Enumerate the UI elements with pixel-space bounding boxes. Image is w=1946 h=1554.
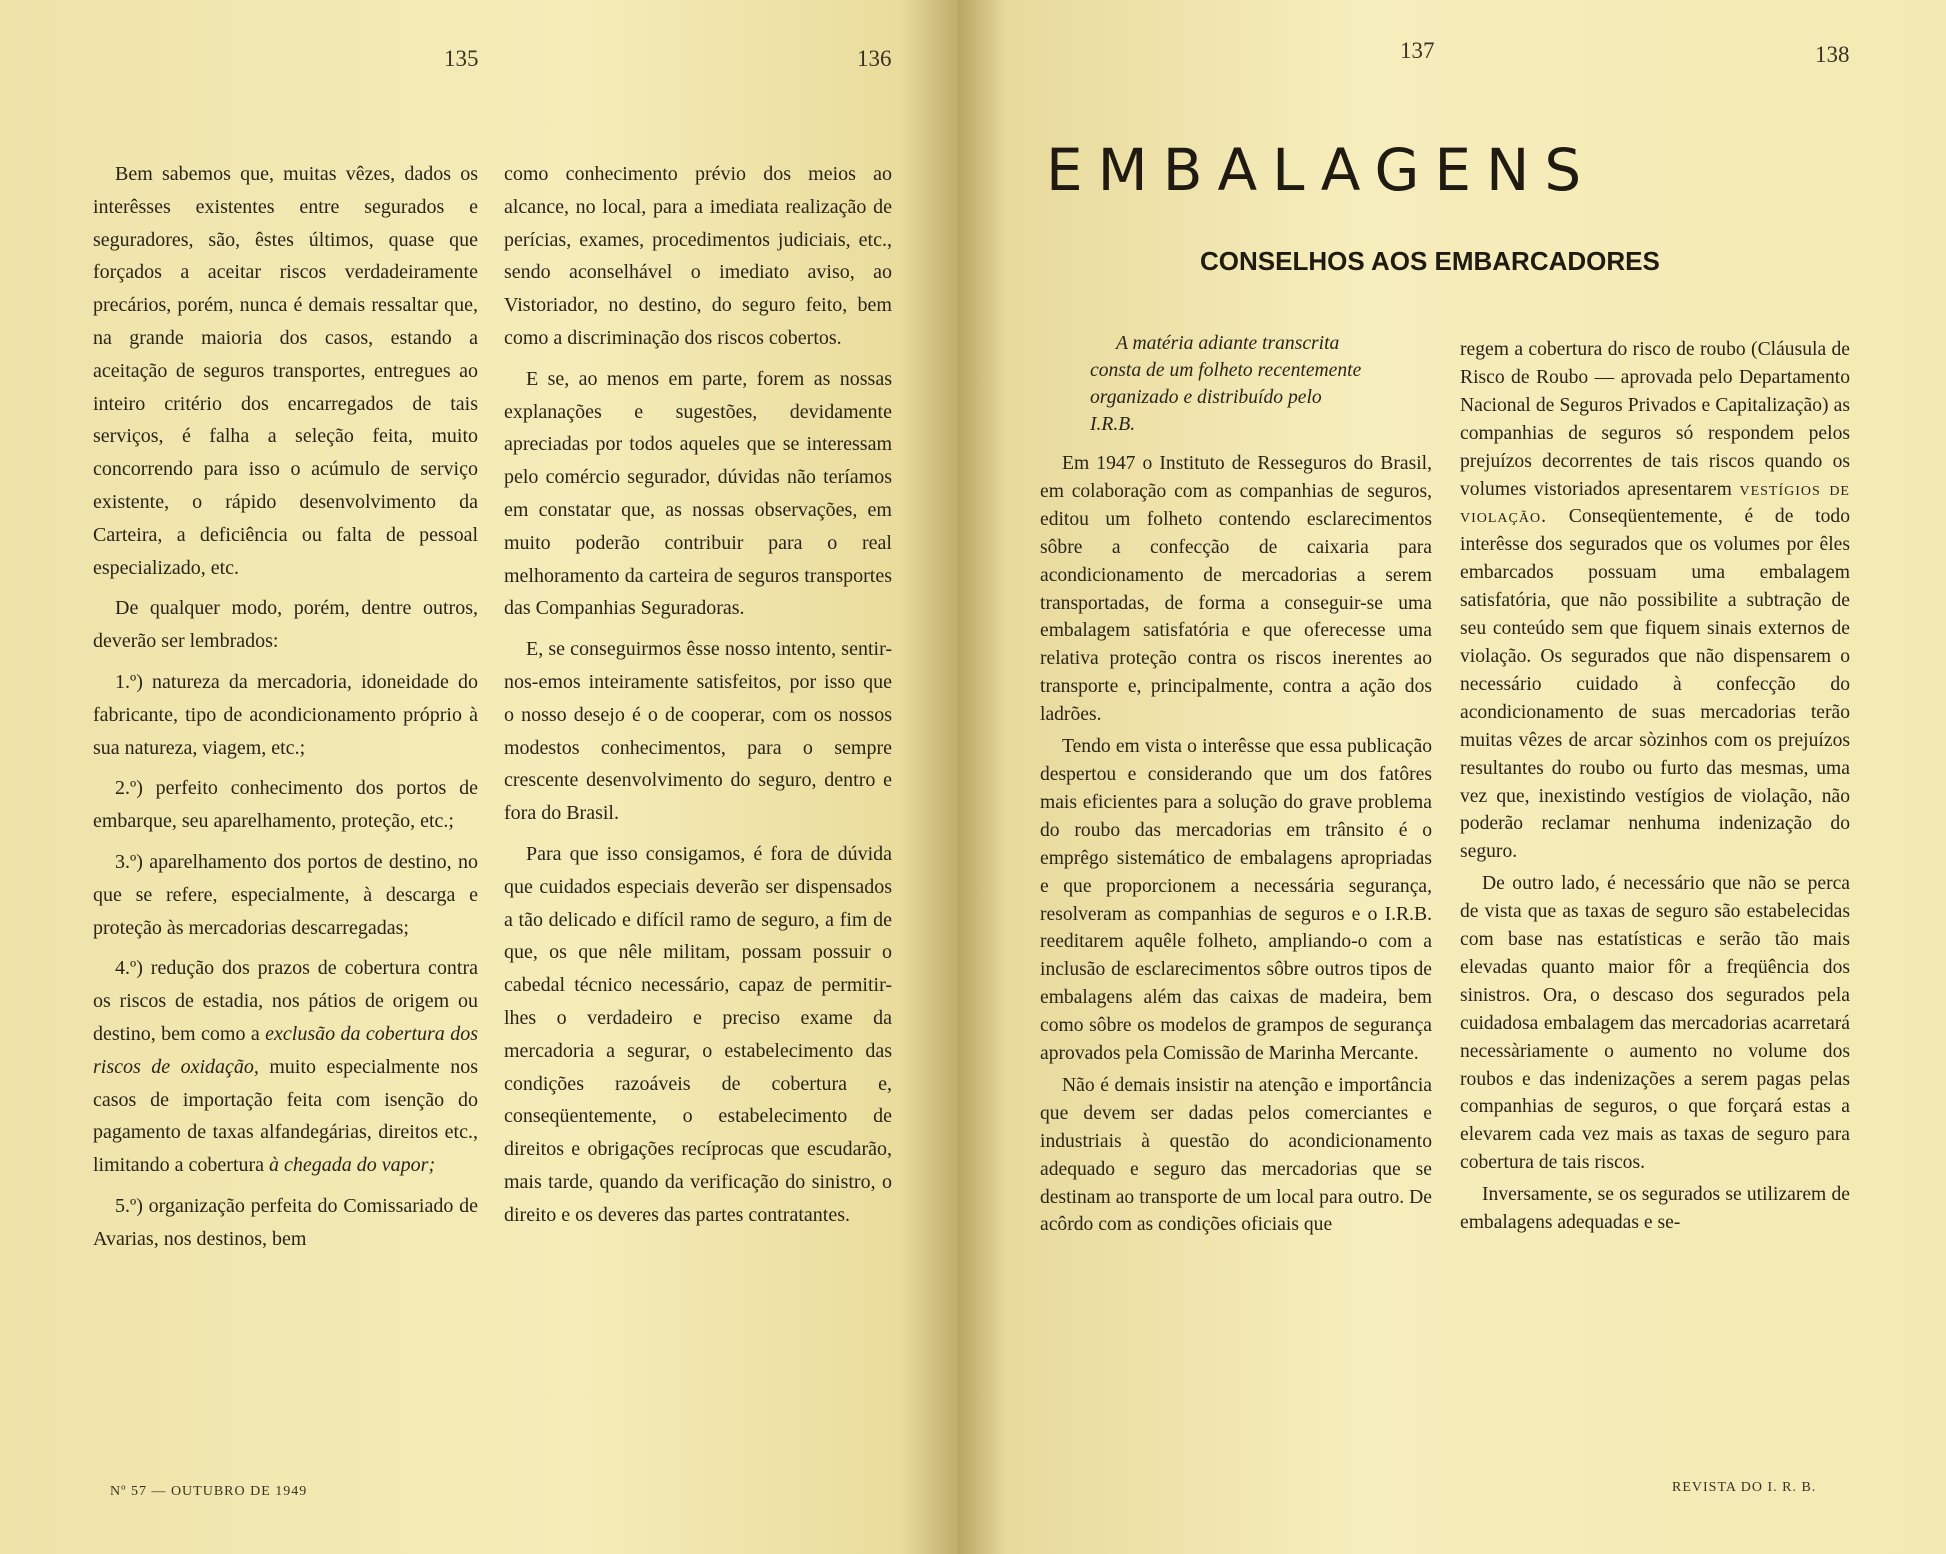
smallcaps-text: vestígios de violação. (1460, 478, 1850, 528)
article-title: EMBALAGENS (1046, 136, 1597, 204)
page-number-136: 136 (857, 46, 892, 71)
footer-journal: REVISTA DO I. R. B. (1672, 1480, 1817, 1495)
list-item: 5.º) organização perfeita do Comissariado de Avarias, nos destinos, bem (93, 1194, 478, 1250)
paragraph: como conhecimento prévio dos meios ao alcance, no local, para a imediata realização de perícias, exames, procedimentos judiciais, etc., sendo aconselhável o imediato aviso, ao Vistoriador, no destino, do seguro feito, bem como a discriminação dos riscos cobertos. (504, 163, 892, 349)
intro-line: A matéria adiante transcrita (1116, 333, 1340, 354)
right-column-1 (1040, 450, 1432, 1243)
paragraph: Tendo em vista o interêsse que essa publicação despertou e considerando que um dos fatôres mais eficientes para a solução do grave problema do roubo das mercadorias em trânsito é o emprêgo sistemático de embalagens apropriadas e que proporcionem a necessária segurança, resolveram as companhias de seguros e o I.R.B. reeditarem aquêle folheto, ampliando-o com a inclusão de esclarecimentos sôbre outros tipos de embalagens além das caixas de madeira, bem como sôbre os modelos de grampos de segurança aprovados pela Comissão de Marinha Mercante. (1040, 736, 1432, 1065)
footer-issue: Nº 57 — OUTUBRO DE 1949 (110, 1484, 308, 1499)
paragraph: Inversamente, se os segurados se utilizarem de embalagens adequadas e se- (1460, 1184, 1850, 1234)
intro-line: organizado e distribuído pelo (1090, 387, 1322, 408)
text: regem a cobertura do risco de roubo (Cláusula de Risco de Roubo — aprovada pelo Departamento Nacional de Seguros Privados e Capitalização) as companhias de seguros só respondem pelos prejuízos decorrentes de tais riscos quando os volumes vistoriados apresentarem (1460, 339, 1850, 500)
paragraph: Não é demais insistir na atenção e importância que devem ser dadas pelos comerciantes e industriais à questão do acondicionamento adequado e seguro das mercadorias que se destinam ao transporte de um local para outro. De acôrdo com as condições oficiais que (1040, 1074, 1432, 1236)
article-subtitle: CONSELHOS AOS EMBARCADORES (1200, 246, 1660, 276)
list-item: 2.º) perfeito conhecimento dos portos de embarque, seu aparelhamento, proteção, etc.; (93, 777, 478, 833)
intro-line: consta de um folheto recentemente (1090, 360, 1362, 381)
italic-text: à chegada do vapor; (269, 1154, 436, 1177)
italic-text: exclusão da cobertura dos riscos de oxidação, (93, 1022, 478, 1078)
left-column-2 (504, 158, 892, 1240)
intro-line: I.R.B. (1090, 414, 1136, 435)
paragraph: De qualquer modo, porém, dentre outros, deverão ser lembrados: (93, 597, 478, 653)
paragraph: De outro lado, é necessário que não se perca de vista que as taxas de seguro são estabelecidas com base nas estatísticas e serão tão mais elevadas quanto maior fôr a freqüência dos sinistros. Ora, o descaso dos segurados pela cuidadosa embalagem das mercadorias acarretará necessàriamente o aumento no volume dos roubos e das indenizações a serem pagas pelas companhias de seguros, o que forçará estas a elevarem cada vez mais as taxas de seguro para cobertura de tais riscos. (1460, 873, 1850, 1174)
list-item: 3.º) aparelhamento dos portos de destino, no que se refere, especialmente, à descarga e proteção às mercadorias descarregadas; (93, 850, 478, 939)
paragraph: Bem sabemos que, muitas vêzes, dados os interêsses existentes entre segurados e seguradores, são, êstes últimos, quase que forçados a aceitar riscos verdadeiramente precários, porém, nunca é demais ressaltar que, na grande maioria dos casos, estando a aceitação de seguros transportes, entregues ao inteiro critério dos encarregados de tais serviços, é falha a seleção feita, muito concorrendo para isso o acúmulo de serviço existente, o rápido desenvolvimento da Carteira, a deficiência ou falta de pessoal especializado, etc. (93, 163, 478, 579)
paragraph: E, se conseguirmos êsse nosso intento, sentir-nos-emos inteiramente satisfeitos, por isso que o nosso desejo é o de cooperar, com os nossos modestos conhecimentos, para o sempre crescente desenvolvimento do seguro, dentro e fora do Brasil. (504, 638, 892, 825)
right-column-2 (1460, 336, 1850, 1241)
left-column-1 (93, 158, 478, 1264)
page-number-135: 135 (444, 46, 479, 71)
paragraph (1460, 336, 1850, 866)
page-number-137: 137 (1400, 38, 1435, 63)
paragraph: E se, ao menos em parte, forem as nossas explanações e sugestões, devidamente apreciadas por todos aqueles que se interessam pelo comércio segurador, dúvidas não teríamos em constatar que, as nossas observações, em muito poderão contribuir para o real melhoramento da carteira de seguros transportes das Companhias Seguradoras. (504, 367, 892, 620)
text: 4.º) redução dos prazos de cobertura contra os riscos de estadia, nos pátios de origem ou destino, bem como a (93, 957, 478, 1045)
text: muito especialmente nos casos de importação feita com isenção do pagamento de taxas alfandegárias, direitos etc., limitando a cobertura (93, 1055, 478, 1177)
intro-note (1090, 330, 1434, 438)
text: Conseqüentemente, é de todo interêsse dos segurados que os volumes por êles embarcados possuam uma embalagem satisfatória, que não possibilite a subtração de seu conteúdo sem que fiquem sinais externos de violação. Os segurados que não dispensarem o necessário cuidado à confecção do acondicionamento de suas mercadorias terão muitas vêzes de arcar sòzinhos com os prejuízos resultantes do roubo ou furto das mesmas, uma vez que, inexistindo vestígios de violação, não poderão reclamar nenhuma indenização do seguro. (1460, 506, 1850, 863)
list-item-4 (93, 952, 478, 1182)
page-number-138: 138 (1815, 42, 1850, 67)
list-item: 1.º) natureza da mercadoria, idoneidade do fabricante, tipo de acondicionamento próprio à sua natureza, viagem, etc.; (93, 670, 478, 759)
paragraph: Para que isso consigamos, é fora de dúvida que cuidados especiais deverão ser dispensados a tão delicado e difícil ramo de seguro, a fim de que, os que nêle militam, possam possuir o cabedal técnico necessário, capaz de permitir-lhes o verdadeiro e preciso exame da mercadoria a segurar, o estabelecimento das condições razoáveis de cobertura e, conseqüentemente, o estabelecimento de direitos e obrigações recíprocas que escudarão, mais tarde, quando da verificação do sinistro, o direito e os deveres das partes contratantes. (504, 842, 892, 1226)
paragraph: Em 1947 o Instituto de Resseguros do Brasil, em colaboração com as companhias de seguros, editou um folheto contendo esclarecimentos sôbre a confecção de caixaria para acondicionamento de mercadorias a serem transportadas, de forma a conseguir-se uma embalagem satisfatória e que oferecesse uma relativa proteção contra os riscos inerentes ao transporte e, principalmente, contra a ação dos ladrões. (1040, 453, 1432, 726)
